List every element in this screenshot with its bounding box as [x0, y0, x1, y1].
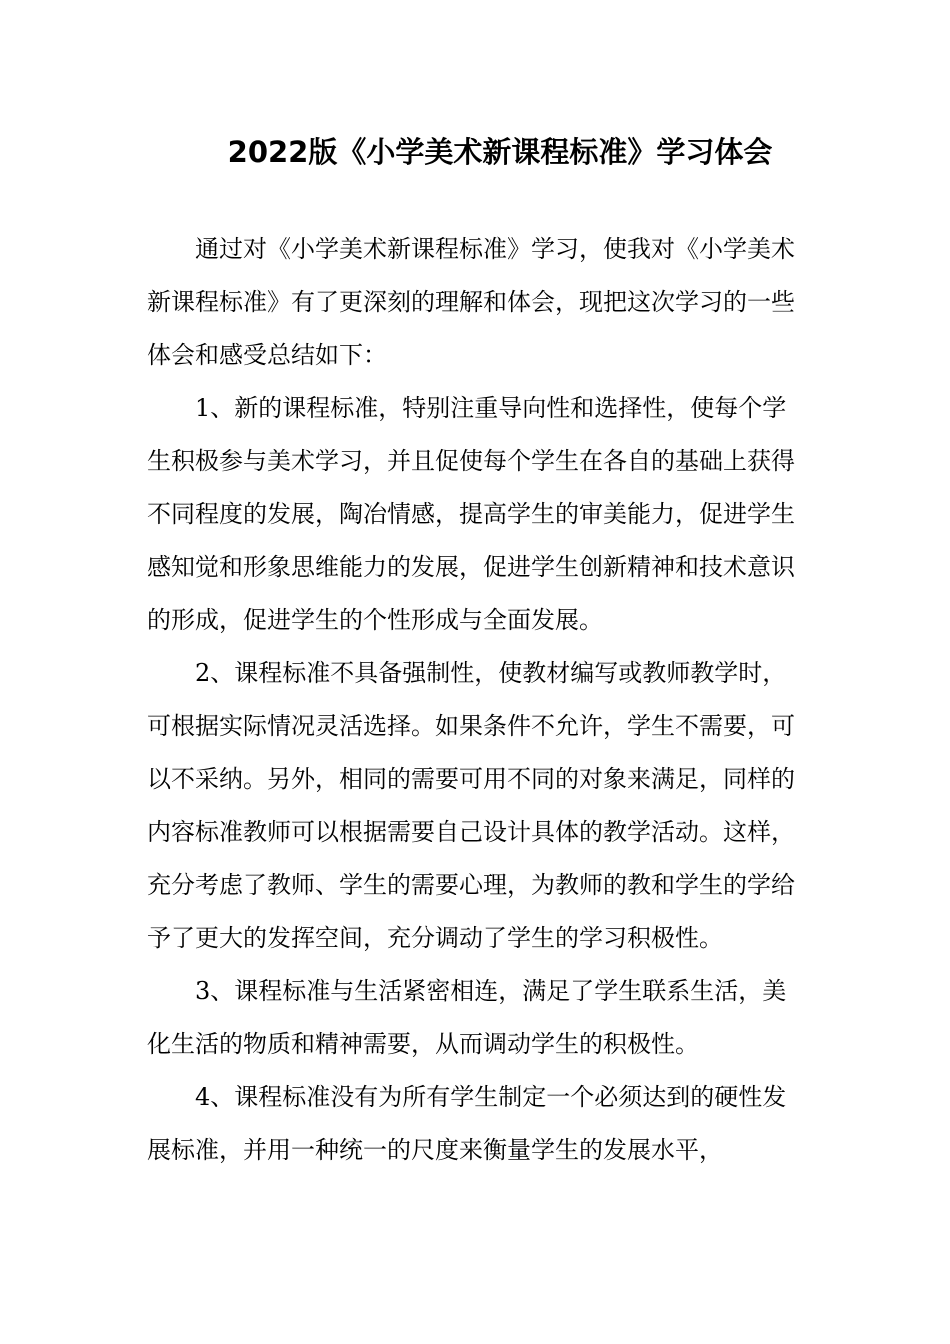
intro-paragraph: 通过对《小学美术新课程标准》学习，使我对《小学美术新课程标准》有了更深刻的理解和体会，现把这次学习的一些体会和感受总结如下： — [147, 235, 795, 369]
paragraph-point-3: 3、课程标准与生活紧密相连，满足了学生联系生活，美化生活的物质和精神需要，从而调动学生的积极性。 — [147, 977, 787, 1058]
paragraph-point-4: 4、课程标准没有为所有学生制定一个必须达到的硬性发展标准，并用一种统一的尺度来衡量学生的发展水平， — [147, 1083, 787, 1164]
document-body — [147, 223, 807, 1177]
paragraph-point-1: 1、新的课程标准，特别注重导向性和选择性，使每个学生积极参与美术学习，并且促使每个学生在各自的基础上获得不同程度的发展，陶冶情感，提高学生的审美能力，促进学生感知觉和形象思维能力的发展，促进学生创新精神和技术意识的形成，促进学生的个性形成与全面发展。 — [147, 394, 795, 634]
document-title: 2022版《小学美术新课程标准》学习体会 — [227, 135, 773, 169]
paragraph-point-2: 2、课程标准不具备强制性，使教材编写或教师教学时，可根据实际情况灵活选择。如果条件不允许，学生不需要，可以不采纳。另外，相同的需要可用不同的对象来满足，同样的内容标准教师可以根据需要自己设计具体的教学活动。这样，充分考虑了教师、学生的需要心理，为教师的教和学生的学给予了更大的发挥空间，充分调动了学生的学习积极性。 — [147, 659, 795, 952]
